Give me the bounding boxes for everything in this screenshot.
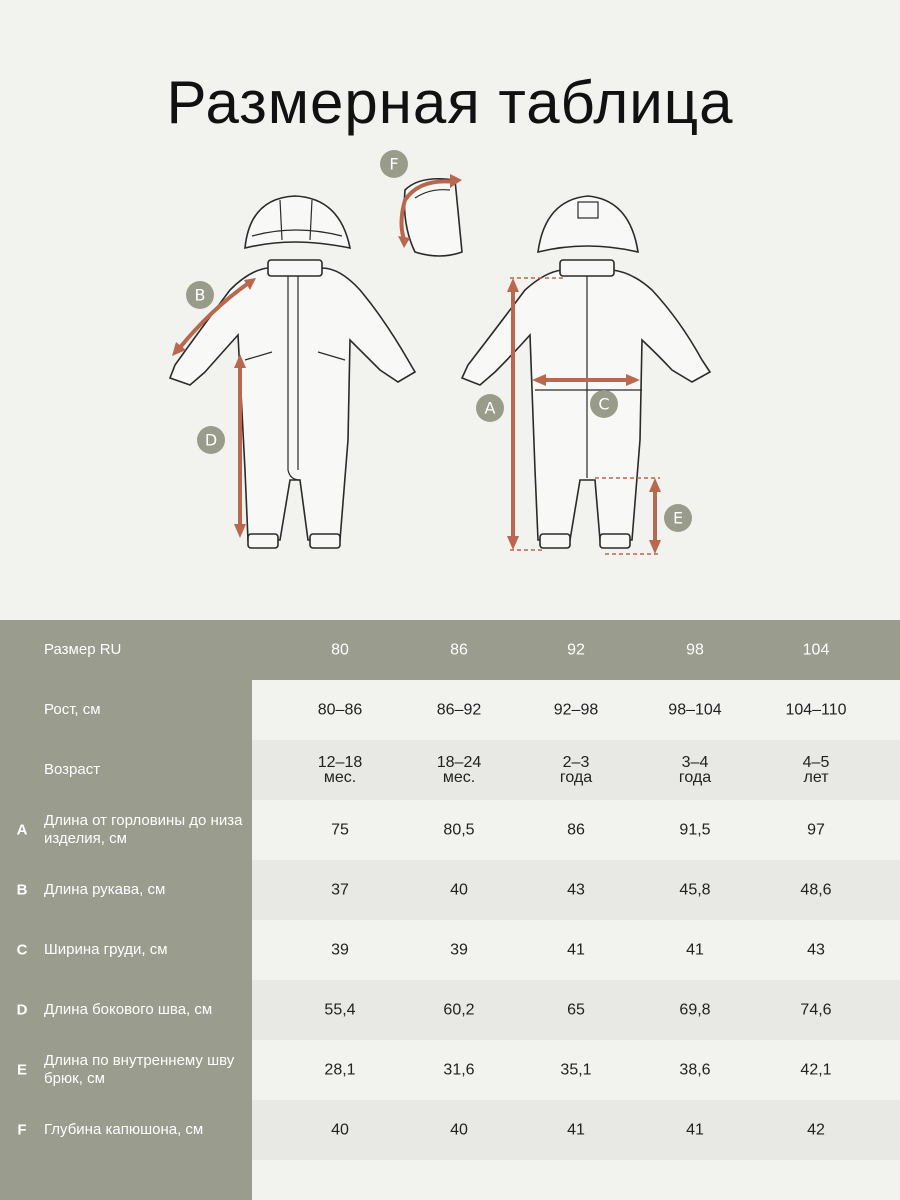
row-label: Глубина капюшона, см: [44, 1121, 204, 1138]
row-label: Ширина груди, см: [44, 941, 168, 958]
table-cell: 40: [450, 881, 468, 899]
table-row: [0, 740, 900, 800]
table-cell: 40: [331, 1121, 349, 1139]
page-title: Размерная таблица: [166, 69, 734, 136]
row-letter: B: [16, 881, 28, 899]
table-cell: 91,5: [679, 821, 711, 839]
svg-text:F: F: [389, 154, 399, 174]
svg-text:A: A: [484, 398, 496, 418]
header-size: 104: [802, 641, 830, 659]
table-cell: 41: [567, 1121, 585, 1139]
table-cell: 75: [331, 821, 349, 839]
table-cell: 42,1: [800, 1061, 832, 1079]
table-row: [0, 800, 900, 860]
table-row: [0, 860, 900, 920]
svg-text:D: D: [204, 430, 218, 450]
row-label: Длина бокового шва, см: [44, 1001, 213, 1018]
table-cell: 41: [567, 941, 585, 959]
size-table: [0, 620, 900, 1200]
table-cell: 35,1: [560, 1061, 592, 1079]
table-cell: 92–98: [553, 701, 599, 719]
table-cell: 28,1: [324, 1061, 356, 1079]
table-cell: 86–92: [436, 701, 482, 719]
row-letter: C: [16, 941, 28, 959]
table-row: [0, 1040, 900, 1100]
table-cell: 18–24 мес.: [436, 754, 482, 786]
svg-text:E: E: [672, 508, 684, 528]
row-label: Длина от горловины до низа изделия, см: [44, 812, 243, 847]
table-cell: 39: [450, 941, 468, 959]
header-label: Размер RU: [44, 641, 122, 658]
table-cell: 4–5 лет: [802, 754, 830, 786]
row-label: Возраст: [44, 761, 101, 778]
table-cell: 40: [450, 1121, 468, 1139]
table-cell: 74,6: [800, 1001, 832, 1019]
svg-text:B: B: [194, 285, 206, 305]
table-cell: 31,6: [443, 1061, 475, 1079]
row-label: Рост, см: [44, 701, 101, 718]
table-row: [0, 980, 900, 1040]
table-cell: 69,8: [679, 1001, 711, 1019]
table-cell: 65: [567, 1001, 585, 1019]
header-size: 80: [331, 641, 349, 659]
table-cell: 12–18 мес.: [317, 754, 363, 786]
table-cell: 41: [686, 1121, 704, 1139]
row-letter: A: [16, 821, 28, 839]
marker-f: [380, 150, 408, 178]
front-view-jumpsuit: [170, 196, 415, 548]
table-footer-strip: [252, 1160, 900, 1200]
table-cell: 43: [807, 941, 825, 959]
table-row: [0, 680, 900, 740]
table-cell: 38,6: [679, 1061, 711, 1079]
marker-d: [197, 426, 225, 454]
table-cell: 3–4 года: [678, 754, 712, 786]
table-cell: 98–104: [668, 701, 722, 719]
table-cell: 48,6: [800, 881, 832, 899]
table-cell: 42: [807, 1121, 825, 1139]
marker-e: [664, 504, 692, 532]
jumpsuit-illustration: [0, 140, 900, 580]
row-letter: D: [16, 1001, 28, 1019]
table-row: [0, 1100, 900, 1160]
table-cell: 55,4: [324, 1001, 356, 1019]
row-letter: E: [16, 1061, 27, 1079]
table-cell: 104–110: [785, 701, 847, 719]
table-cell: 41: [686, 941, 704, 959]
table-cell: 45,8: [679, 881, 711, 899]
row-label: Длина по внутреннему шву брюк, см: [44, 1052, 235, 1087]
table-cell: 60,2: [443, 1001, 475, 1019]
header-size: 92: [567, 641, 585, 659]
table-cell: 2–3 года: [559, 754, 593, 786]
table-cell: 39: [331, 941, 349, 959]
marker-b: [186, 281, 214, 309]
table-cell: 86: [567, 821, 585, 839]
header-size: 98: [686, 641, 704, 659]
table-cell: 80,5: [443, 821, 475, 839]
header-size: 86: [450, 641, 468, 659]
marker-a: [476, 394, 504, 422]
table-cell: 37: [331, 881, 349, 899]
svg-text:C: C: [598, 394, 610, 414]
row-label: Длина рукава, см: [44, 881, 166, 898]
marker-c: [590, 390, 618, 418]
table-cell: 97: [807, 821, 825, 839]
row-letter: F: [17, 1121, 27, 1139]
table-header-row: [0, 620, 900, 680]
table-cell: 43: [567, 881, 585, 899]
back-view-jumpsuit: [462, 196, 710, 548]
table-cell: 80–86: [317, 701, 363, 719]
table-row: [0, 920, 900, 980]
